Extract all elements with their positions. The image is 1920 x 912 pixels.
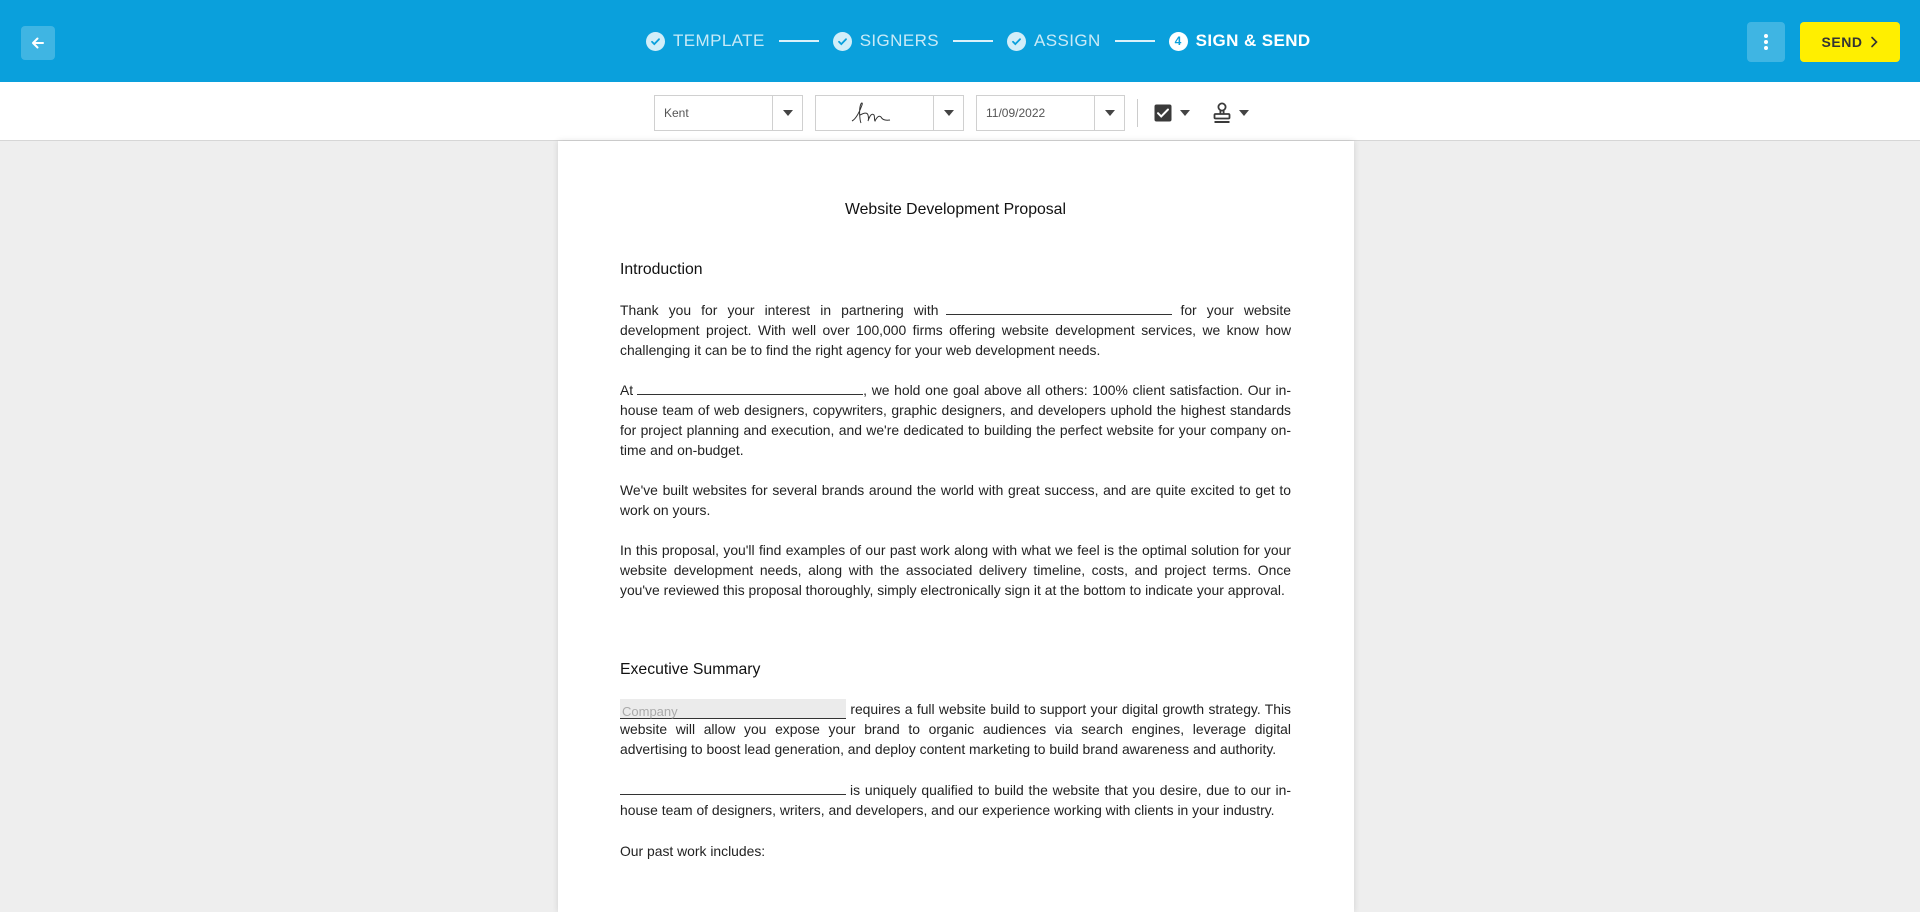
paragraph-text: At	[620, 382, 634, 398]
step-connector	[953, 40, 993, 42]
stamp-tool[interactable]	[1213, 99, 1249, 127]
company-blank	[946, 301, 1172, 315]
step-connector	[779, 40, 819, 42]
step-number: 4	[1169, 32, 1188, 51]
caret-down-icon	[944, 110, 954, 116]
paragraph-text: , we hold one goal above all others: 100% client satisfaction. Our in-house team of web designers, copywriters, graphic designers, and developers uphold the highest standards for project planning and execution, and we're dedicated to building the perfect website for your company on-time and on-budget.	[620, 382, 1291, 458]
exec-paragraph-3: Our past work includes:	[620, 843, 766, 859]
paragraph-text: requires a full website build to support your digital growth strategy. This website will allow you expose your brand to organic audiences via search engines, leverage digital advertising to boost lead generation, and deploy content marketing to build brand awareness and authority.	[620, 701, 1291, 757]
name-value: Kent	[664, 106, 689, 120]
intro-paragraph-3: We've built websites for several brands around the world with great success, and are quite excited to get to work on yours.	[620, 482, 1291, 518]
section-heading-executive-summary: Executive Summary	[620, 661, 761, 678]
company-blank	[620, 781, 846, 795]
signature-icon	[850, 99, 892, 125]
step-template[interactable]	[646, 31, 765, 51]
paragraph-text: for your website development project. With well over 100,000 firms offering website development services, we know how challenging it can be to find the right agency for your web development needs.	[620, 302, 1291, 358]
check-icon	[646, 32, 665, 51]
dropdown-arrow[interactable]	[1094, 96, 1124, 130]
paragraph-text: is uniquely qualified to build the website that you desire, due to our in-house team of designers, writers, and developers, and our experience working with clients in your industry.	[620, 782, 1291, 818]
check-icon	[1007, 32, 1026, 51]
exec-paragraph-1	[620, 699, 1291, 759]
arrow-left-icon	[30, 35, 46, 51]
intro-paragraph-2	[620, 380, 1291, 460]
step-label: TEMPLATE	[673, 31, 765, 50]
stamp-icon	[1213, 102, 1231, 124]
toolbar-divider	[1137, 99, 1138, 127]
signature-dropdown[interactable]	[815, 95, 964, 131]
top-bar	[0, 0, 1920, 82]
company-placeholder: Company	[622, 704, 678, 719]
chevron-right-icon	[1870, 36, 1878, 48]
intro-paragraph-1	[620, 300, 1291, 360]
document-title: Website Development Proposal	[845, 201, 1066, 218]
company-field[interactable]	[620, 699, 846, 719]
caret-down-icon	[1239, 110, 1249, 116]
date-value: 11/09/2022	[986, 106, 1046, 120]
date-dropdown[interactable]	[976, 95, 1125, 131]
send-button[interactable]	[1800, 22, 1900, 62]
wizard-steps	[646, 0, 1311, 82]
company-blank	[637, 381, 863, 395]
check-icon	[833, 32, 852, 51]
step-label: SIGN & SEND	[1195, 31, 1311, 50]
more-vertical-icon	[1763, 33, 1769, 51]
name-dropdown[interactable]	[654, 95, 803, 131]
send-label: SEND	[1821, 34, 1863, 50]
step-label: ASSIGN	[1034, 31, 1101, 50]
section-heading-introduction: Introduction	[620, 261, 703, 278]
dropdown-arrow[interactable]	[772, 96, 802, 130]
step-label: SIGNERS	[859, 31, 940, 50]
caret-down-icon	[1105, 110, 1115, 116]
step-sign-send[interactable]	[1169, 31, 1311, 51]
dropdown-arrow[interactable]	[933, 96, 963, 130]
document-page	[558, 141, 1354, 912]
caret-down-icon	[1180, 110, 1190, 116]
step-connector	[1115, 40, 1155, 42]
signing-toolbar	[0, 82, 1920, 141]
signature-preview	[816, 99, 933, 128]
step-assign[interactable]	[1007, 31, 1101, 51]
checkbox-tool[interactable]	[1154, 99, 1190, 127]
more-menu-button[interactable]	[1747, 22, 1785, 62]
step-signers[interactable]	[833, 31, 939, 51]
paragraph-text: Thank you for your interest in partnering with	[620, 302, 939, 318]
intro-paragraph-4: In this proposal, you'll find examples of our past work along with what we feel is the optimal solution for your website development needs, along with the associated delivery timeline, costs, and project terms. Once you've reviewed this proposal thoroughly, simply electronically sign it at the bottom to indicate your approval.	[620, 542, 1291, 598]
checkbox-icon	[1154, 104, 1172, 122]
caret-down-icon	[783, 110, 793, 116]
exec-paragraph-2	[620, 780, 1291, 820]
back-button[interactable]	[21, 26, 55, 60]
